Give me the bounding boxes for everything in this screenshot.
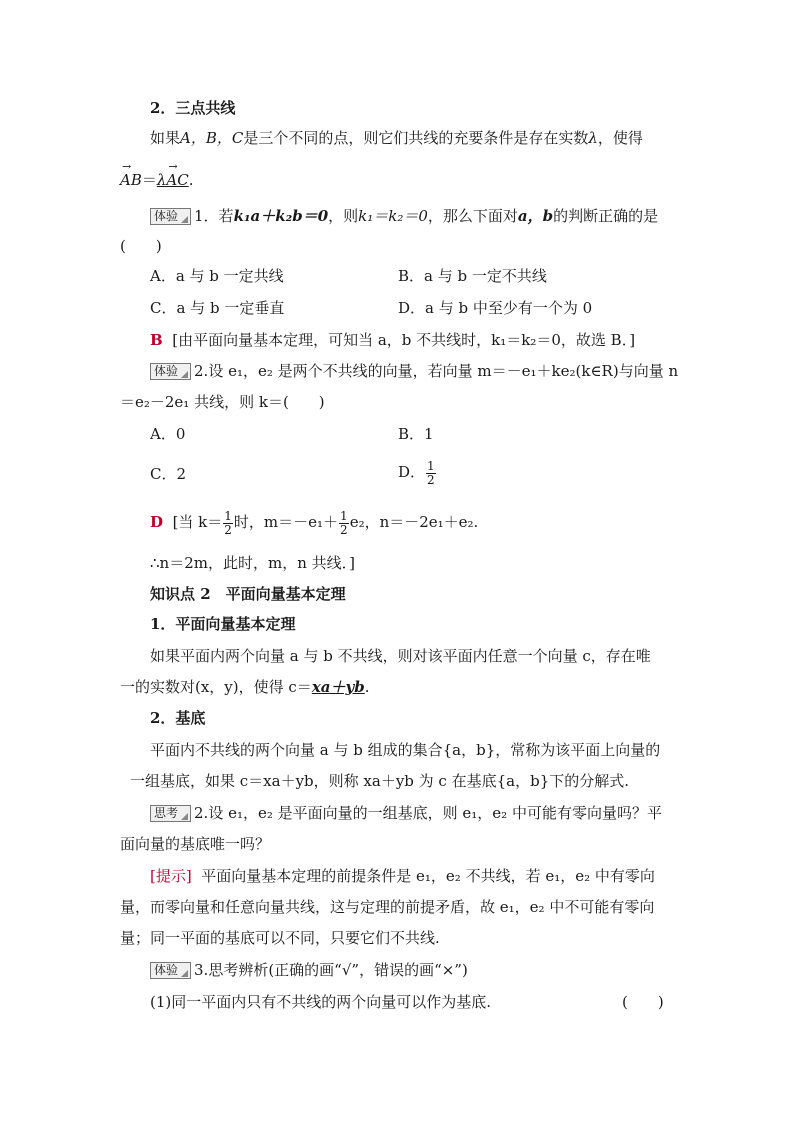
- option-b: B．a 与 b 一定不共线: [398, 267, 547, 285]
- theorem-text-cont: [120, 677, 369, 697]
- option-d-label: D．: [398, 463, 426, 481]
- text-fragment: 2.设 e₁，e₂ 是两个不共线的向量，若向量 m＝－e₁＋ke₂(k∈R)与向量 n: [194, 362, 679, 380]
- option-a: A．0: [150, 425, 186, 443]
- basis-text-cont: 一组基底，如果 c＝xa＋yb，则称 xa＋yb 为 c 在基底{a，b}下的分解式.: [130, 772, 630, 790]
- collinear-equation: [120, 170, 193, 190]
- text-fragment: 是三个不同的点，则它们共线的充要条件是存在实数: [243, 129, 589, 147]
- fraction-denominator: 2: [224, 522, 232, 537]
- text-fragment: [当 k＝: [172, 513, 223, 531]
- basis-text: 平面内不共线的两个向量 a 与 b 组成的集合{a，b}，常称为该平面上向量的: [150, 741, 661, 759]
- option-c: C．2: [150, 465, 187, 483]
- think-question-cont: 面向量的基底唯一吗？: [120, 835, 271, 853]
- math-expression: k₁＝k₂＝0: [358, 207, 428, 225]
- text-fragment: ，使得: [597, 129, 643, 147]
- lambda-symbol: λ: [588, 129, 598, 147]
- fraction-denominator: 2: [340, 522, 348, 537]
- collinear-condition-text: [150, 128, 643, 148]
- text-fragment: 1．若: [194, 207, 234, 225]
- fraction-one-half: [426, 460, 436, 487]
- exercise-2-question-cont: ＝e₂－2e₁ 共线，则 k＝( ): [120, 393, 325, 411]
- fraction-numerator: 1: [224, 508, 232, 523]
- text-fragment: 一的实数对(x，y)，使得 c＝: [120, 678, 312, 696]
- exercise-2-solution: [150, 502, 478, 542]
- subheading-basis: 2．基底: [150, 709, 206, 727]
- theorem-text: 如果平面内两个向量 a 与 b 不共线，则对该平面内任意一个向量 c，存在唯: [150, 647, 651, 665]
- option-b: B．1: [398, 425, 434, 443]
- exercise-1-answer-paren: ( ): [120, 237, 162, 255]
- hint-text: 平面向量基本定理的前提条件是 e₁，e₂ 不共线，若 e₁，e₂ 中有零向: [201, 867, 655, 885]
- fraction-numerator: 1: [427, 458, 435, 473]
- lambda-symbol: λ: [156, 171, 167, 189]
- hint-tag: [提示]: [150, 867, 192, 885]
- exercise-3-item-1-paren: ( ): [622, 993, 664, 1011]
- tiyan-badge: 体验: [150, 208, 191, 225]
- exercise-2-question: [150, 361, 678, 381]
- period: .: [188, 171, 194, 189]
- sikao-badge: 思考: [150, 805, 191, 822]
- text-fragment: ，那么下面对: [427, 207, 518, 225]
- hint-text-cont: 量；同一平面的基底可以不同，只要它们不共线.: [120, 929, 440, 947]
- fraction-numerator: 1: [340, 508, 348, 523]
- text-fragment: 2.设 e₁，e₂ 是平面向量的一组基底，则 e₁，e₂ 中可能有零向量吗？平: [194, 804, 662, 822]
- option-a: A．a 与 b 一定共线: [150, 267, 284, 285]
- section-heading-collinear: 2．三点共线: [150, 99, 236, 117]
- think-question: [150, 803, 662, 823]
- knowledge-point-2-heading: 知识点 2 平面向量基本定理: [150, 585, 346, 603]
- decomposition-expression: xa＋yb: [311, 678, 365, 696]
- solution-text: [由平面向量基本定理，可知当 a，b 不共线时，k₁＝k₂＝0，故选 B．]: [172, 331, 636, 349]
- fraction-one-half: [339, 510, 349, 537]
- hint-text-cont: 量，而零向量和任意向量共线，这与定理的前提矛盾，故 e₁，e₂ 中不可能有零向: [120, 898, 655, 916]
- vector-ab: → AB: [120, 170, 142, 190]
- fraction-denominator: 2: [427, 472, 435, 487]
- exercise-3-item-1: (1)同一平面内只有不共线的两个向量可以作为基底.: [150, 993, 492, 1011]
- tiyan-badge: 体验: [150, 962, 191, 979]
- vector-ac: → AC: [166, 170, 188, 190]
- exercise-1-question: [150, 206, 658, 226]
- text-fragment: 时，m＝－e₁＋: [233, 513, 339, 531]
- tiyan-badge: 体验: [150, 363, 191, 380]
- exercise-2-solution-cont: ∴n＝2m，此时，m，n 共线．]: [150, 554, 355, 572]
- equals-sign: ＝: [141, 171, 157, 189]
- text-fragment: e₂，n＝－2e₁＋e₂.: [349, 513, 479, 531]
- period: .: [364, 678, 370, 696]
- option-d: D．a 与 b 中至少有一个为 0: [398, 299, 593, 317]
- text-fragment: 3.思考辨析(正确的画“√”，错误的画“×”): [194, 961, 468, 979]
- subheading-basic-theorem: 1．平面向量基本定理: [150, 615, 296, 633]
- exercise-1-solution: [150, 330, 635, 350]
- points-abc: A，B，C: [180, 129, 244, 147]
- math-expression: k₁a＋k₂b＝0: [233, 207, 329, 225]
- text-fragment: 的判断正确的是: [553, 207, 659, 225]
- text-fragment: 如果: [150, 129, 181, 147]
- math-expression: a，b: [517, 207, 554, 225]
- answer-letter: D: [150, 513, 164, 531]
- fraction-one-half: [223, 510, 233, 537]
- hint-paragraph: [150, 866, 655, 886]
- exercise-3-question: [150, 960, 468, 980]
- text-fragment: ，则: [328, 207, 359, 225]
- answer-letter: B: [150, 331, 163, 349]
- option-d: [398, 452, 437, 492]
- option-c: C．a 与 b 一定垂直: [150, 299, 285, 317]
